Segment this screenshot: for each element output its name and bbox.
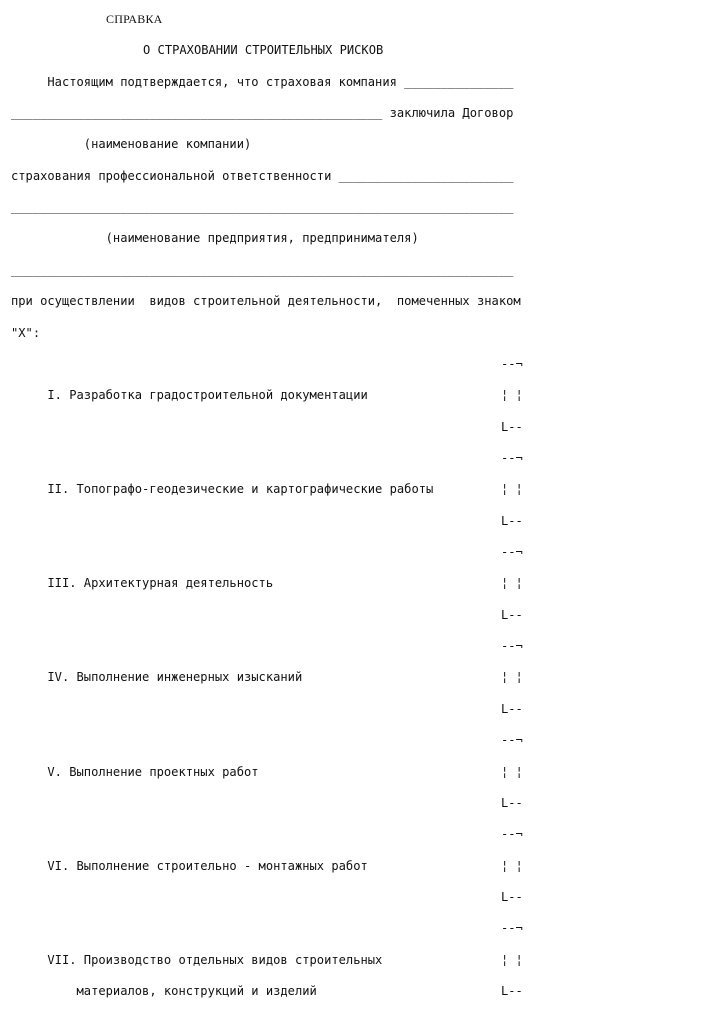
checkbox-top-border: --¬	[501, 921, 523, 936]
activity-item: III. Архитектурная деятельность ¦ ¦	[11, 568, 711, 599]
activity-item-continuation: материалов, конструкций и изделий L--	[11, 976, 711, 1007]
body-line: "X":	[11, 325, 41, 340]
checkbox-bottom	[11, 788, 711, 819]
activity-item: I. Разработка градостроительной документации ¦ ¦	[11, 380, 711, 411]
checkbox-bottom-border: L--	[501, 607, 523, 622]
checkbox-bottom	[11, 882, 711, 913]
activity-checkbox[interactable]: ¦ ¦	[501, 858, 523, 873]
document-body	[11, 35, 723, 1007]
checkbox-bottom	[11, 506, 711, 537]
activity-checkbox[interactable]: ¦ ¦	[501, 576, 523, 591]
document-title: О СТРАХОВАНИИ СТРОИТЕЛЬНЫХ РИСКОВ	[143, 43, 384, 58]
checkbox-top	[11, 349, 711, 380]
checkbox-top-border: --¬	[501, 827, 523, 842]
checkbox-top-border: --¬	[501, 639, 523, 654]
document-type: СПРАВКА	[106, 12, 163, 26]
activity-checkbox[interactable]: ¦ ¦	[501, 670, 523, 685]
activity-item: II. Топографо-геодезические и картографические работы ¦ ¦	[11, 474, 711, 505]
checkbox-bottom-border: L--	[501, 513, 523, 528]
checkbox-top	[11, 913, 711, 944]
body-line: (наименование предприятия, предпринимателя)	[11, 231, 419, 246]
body-line: страхования профессиональной ответственности ________________________	[11, 168, 514, 183]
checkbox-bottom-border: L--	[501, 419, 523, 434]
checkbox-bottom	[11, 412, 711, 443]
activity-item: VII. Производство отдельных видов строительных ¦ ¦	[11, 945, 711, 976]
activity-item: IV. Выполнение инженерных изысканий ¦ ¦	[11, 662, 711, 693]
activity-checkbox[interactable]: ¦ ¦	[501, 388, 523, 403]
checkbox-bottom-border: L--	[501, 795, 523, 810]
checkbox-bottom-border: L--	[501, 890, 523, 904]
activity-item: VI. Выполнение строительно - монтажных работ ¦ ¦	[11, 851, 711, 882]
checkbox-top-border: --¬	[501, 450, 523, 465]
checkbox-bottom-border: L--	[501, 701, 523, 716]
activity-checkbox[interactable]: ¦ ¦	[501, 482, 523, 497]
activity-checkbox[interactable]: ¦ ¦	[501, 764, 523, 779]
checkbox-top	[11, 443, 711, 474]
body-line: ___________________________________________________ заключила Договор	[11, 106, 514, 121]
body-line: _____________________________________________________________________	[11, 200, 514, 215]
body-line: (наименование компании)	[11, 137, 252, 152]
body-line: Настоящим подтверждается, что страховая компания _______________	[11, 74, 514, 89]
checkbox-top	[11, 537, 711, 568]
checkbox-top-border: --¬	[501, 733, 523, 748]
checkbox-top	[11, 725, 711, 756]
checkbox-top	[11, 631, 711, 662]
checkbox-bottom-border: L--	[501, 984, 523, 999]
body-line: при осуществлении видов строительной деятельности, помеченных знаком	[11, 294, 521, 309]
checkbox-top-border: --¬	[501, 545, 523, 560]
body-line: _____________________________________________________________________	[11, 262, 514, 277]
checkbox-bottom	[11, 694, 711, 725]
checkbox-top	[11, 819, 711, 850]
checkbox-bottom	[11, 600, 711, 631]
checkbox-top-border: --¬	[501, 356, 523, 371]
activity-checkbox[interactable]: ¦ ¦	[501, 952, 523, 967]
activity-item: V. Выполнение проектных работ ¦ ¦	[11, 757, 711, 788]
